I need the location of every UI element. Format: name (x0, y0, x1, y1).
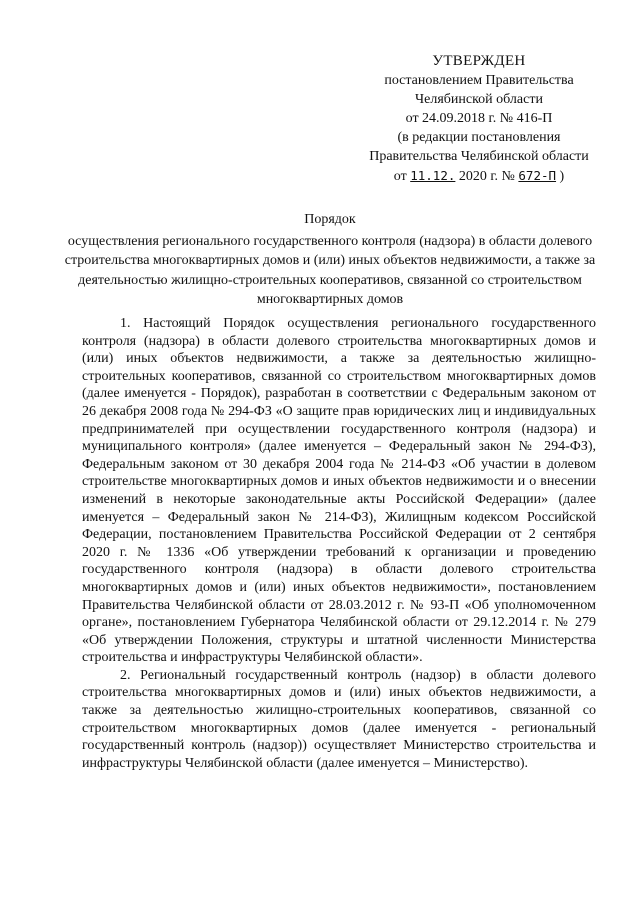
document-body (82, 315, 596, 772)
approval-edition-line (350, 166, 608, 186)
edition-year: 2020 г. № (458, 169, 515, 184)
approval-line-1: постановлением Правительства (384, 73, 574, 88)
paragraph-2: 2. Региональный государственный контроль (надзор) в области долевого строительства многоквартирных домов и (или) иных объектов недвижимости, а также за деятельностью жилищно-строительных кооперативов, связанной со строительством многоквартирных домов (далее именуется - региональный государственный контроль (надзор)) осуществляет Министерство строительства и инфраструктуры Челябинской области (далее именуется – Министерство). (82, 667, 596, 771)
paragraph-1: 1. Настоящий Порядок осуществления регионального государственного контроля (надзора) в области долевого строительства многоквартирных домов и (или) иных объектов недвижимости, а также за деятельностью жилищно-строительных кооперативов, связанной со строительством многоквартирных домов (далее именуется - Порядок), разработан в соответствии с Федеральным законом от 26 декабря 2008 года № 294-ФЗ «О защите прав юридических лиц и индивидуальных предпринимателей при осуществлении государственного контроля (надзора) и муниципального контроля» (далее именуется – Федеральный закон № 294-ФЗ), Федеральным законом от 30 декабря 2004 года № 214-ФЗ «Об участии в долевом строительстве многоквартирных домов и иных объектов недвижимости и о внесении изменений в некоторые законодательные акты Российской Федерации» (далее именуется – Федеральный закон № 214-ФЗ), Жилищным кодексом Российской Федерации, постановлением Правительства Российской Федерации от 2 сентября 2020 г. № 1336 «Об утверждении требований к организации и проведению государственного контроля (надзора) в области долевого строительства многоквартирных домов и (или) иных объектов недвижимости», постановлением Правительства Челябинской области от 28.03.2012 г. № 93-П «Об уполномоченном органе», постановлением Губернатора Челябинской области от 29.12.2014 г. № 279 «Об утверждении Положения, структуры и штатной численности Министерства строительства и инфраструктуры Челябинской области». (82, 316, 596, 666)
approval-line-5: Правительства Челябинской области (369, 149, 589, 164)
approval-stamp-block (350, 52, 608, 186)
document-title: Порядок (304, 212, 356, 227)
edition-prefix: от (393, 169, 407, 184)
approval-line-3: от 24.09.2018 г. № 416-П (405, 111, 553, 126)
edition-suffix: ) (559, 169, 565, 184)
document-subtitle: осуществления регионального государственного контроля (надзора) в области долевого строительства многоквартирных домов и (или) иных объектов недвижимости, а также за деятельностью жилищно-строительных кооперативов, связанной со строительством многоквартирных домов (64, 233, 596, 307)
approval-line-4: (в редакции постановления (397, 130, 561, 145)
edition-date: 11.12. (410, 168, 456, 183)
document-heading (60, 210, 600, 310)
edition-number: 672-П (518, 168, 557, 183)
approval-title: УТВЕРЖДЕН (432, 53, 526, 69)
approval-line-2: Челябинской области (415, 92, 543, 107)
